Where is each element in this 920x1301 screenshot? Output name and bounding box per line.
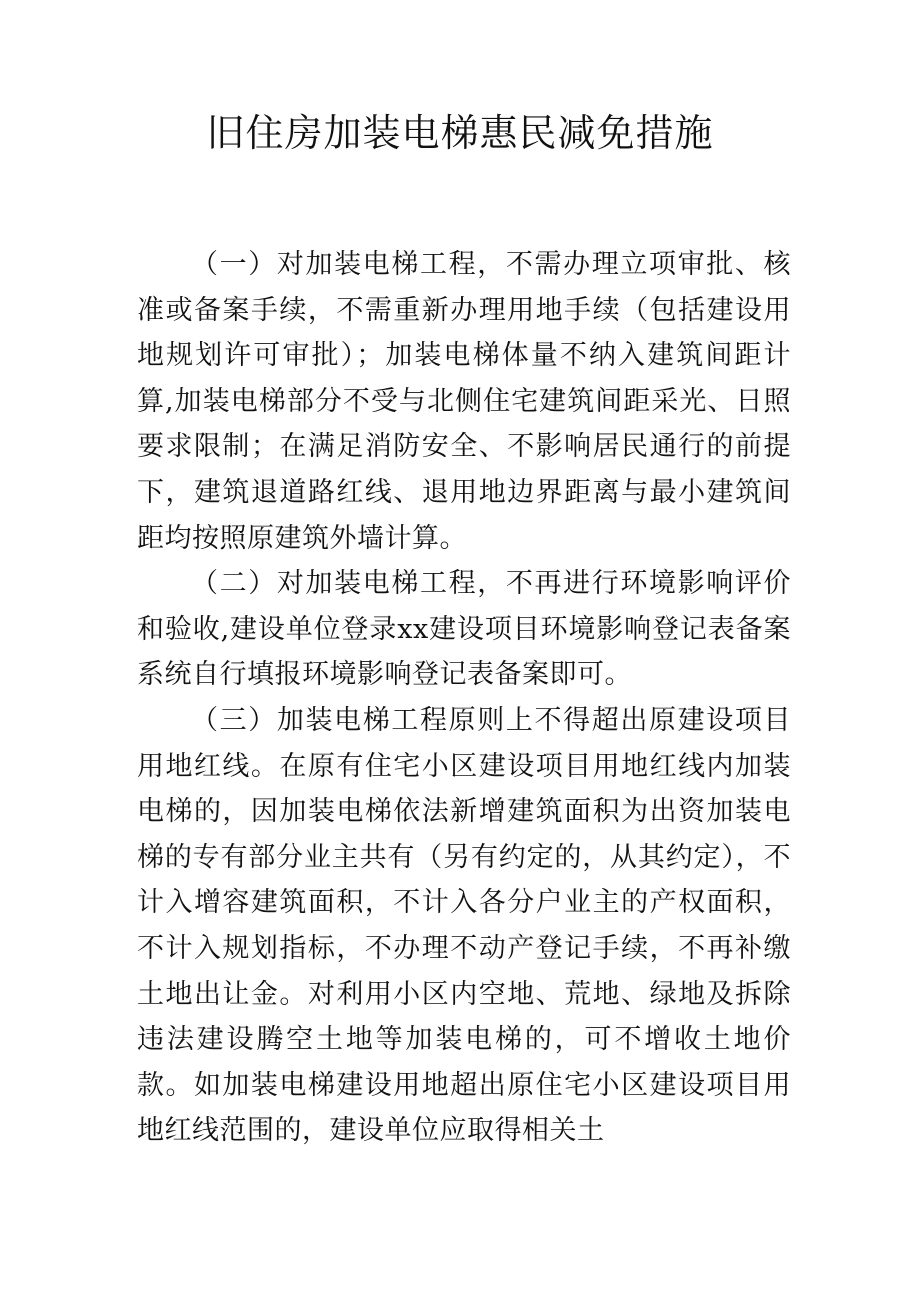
document-body xyxy=(137,242,791,1154)
paragraph-3: （三）加装电梯工程原则上不得超出原建设项目用地红线。在原有住宅小区建设项目用地红线内加装电梯的，因加装电梯依法新增建筑面积为出资加装电梯的专有部分业主共有（另有约定的，从其约定），不计入增容建筑面积，不计入各分户业主的产权面积，不计入规划指标，不办理不动产登记手续，不再补缴土地出让金。对利用小区内空地、荒地、绿地及拆除违法建设腾空土地等加装电梯的，可不增收土地价款。如加装电梯建设用地超出原住宅小区建设项目用地红线范围的，建设单位应取得相关土 xyxy=(137,704,791,1147)
paragraph-1: （一）对加装电梯工程，不需办理立项审批、核准或备案手续，不需重新办理用地手续（包括建设用地规划许可审批）；加装电梯体量不纳入建筑间距计算,加装电梯部分不受与北侧住宅建筑间距采光、日照要求限制；在满足消防安全、不影响居民通行的前提下，建筑退道路红线、退用地边界距离与最小建筑间距均按照原建筑外墙计算。 xyxy=(137,249,791,554)
document-title: 旧住房加装电梯惠民减免措施 xyxy=(206,111,714,155)
paragraph-2: （二）对加装电梯工程，不再进行环境影响评价和验收,建设单位登录xx建设项目环境影响登记表备案系统自行填报环境影响登记表备案即可。 xyxy=(137,568,791,691)
